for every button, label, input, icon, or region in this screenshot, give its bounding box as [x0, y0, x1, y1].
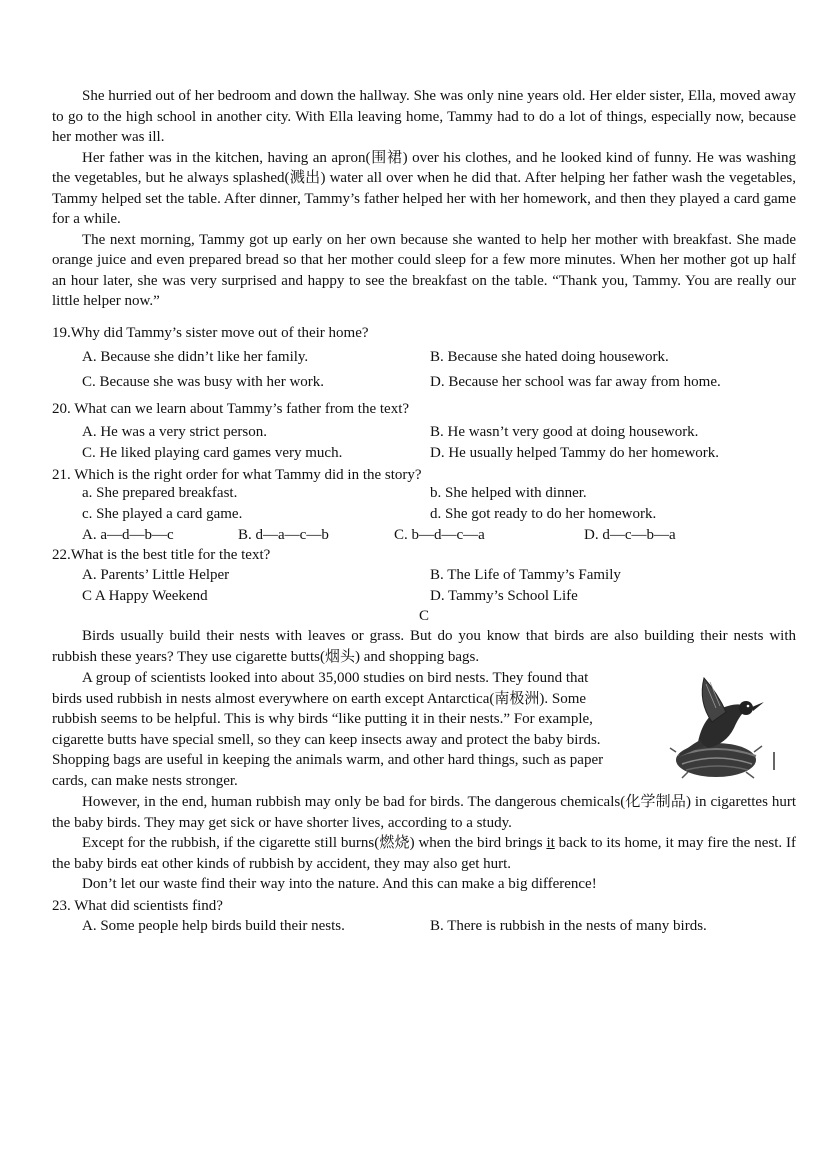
question-20 [52, 399, 796, 462]
question-21 [52, 465, 796, 544]
passage-c-paragraph-2 [52, 668, 658, 791]
passage-c-paragraph-3: However, in the end, human rubbish may only be bad for birds. The dangerous chemicals(化学制品) in cigarettes hurt the baby birds. They may get sick or have shorter lives, according to a study. [52, 794, 796, 831]
paragraph-2-line-2: birds used rubbish in nests almost everywhere on earth except Antarctica(南极洲). Some [52, 690, 587, 707]
passage-b-paragraph-2: Her father was in the kitchen, having an apron(围裙) over his clothes, and he looked kind of funny. He was washing the vegetables, but he always splashed(溅出) water all over when he did that. After helping her father wash the vegetables, Tammy helped set the table. After dinner, Tammy’s father helped her with her homework, and then they played a card game for a while. [52, 149, 796, 227]
passage-b [52, 86, 796, 312]
option-20-c: C. He liked playing card games very much. [82, 445, 343, 461]
paragraph-2-line-1: A group of scientists looked into about 35,000 studies on bird nests. They found that [82, 670, 589, 686]
option-22-a: A. Parents’ Little Helper [82, 567, 230, 583]
question-21-options [52, 527, 796, 544]
passage-c-paragraph-1: Birds usually build their nests with leaves or grass. But do you know that birds are also building their nests with rubbish these years? They use cigarette butts(烟头) and shopping bags. [52, 628, 796, 665]
passage-c-remaining [52, 792, 796, 895]
question-19 [52, 323, 796, 391]
option-19-d: D. Because her school was far away from home. [430, 374, 721, 390]
item-21-d: d. She got ready to do her homework. [430, 506, 657, 522]
option-22-c: C A Happy Weekend [82, 588, 208, 604]
question-23-stem: 23. What did scientists find? [52, 898, 223, 914]
option-20-b: B. He wasn’t very good at doing housework. [430, 424, 699, 440]
passage-c-paragraph-4 [52, 833, 796, 874]
question-22-options [52, 567, 796, 605]
option-20-d: D. He usually helped Tammy do her homework. [430, 445, 720, 461]
option-20-a: A. He was a very strict person. [82, 424, 267, 440]
option-21-c: C. b—d—c—a [394, 527, 485, 543]
option-23-a: A. Some people help birds build their nests. [82, 918, 345, 934]
option-19-b: B. Because she hated doing housework. [430, 349, 669, 365]
question-21-items [52, 485, 796, 523]
option-21-a: A. a—d—b—c [82, 527, 174, 543]
item-21-b: b. She helped with dinner. [430, 485, 587, 501]
passage-c [52, 606, 796, 667]
question-22-stem: 22.What is the best title for the text? [52, 547, 271, 563]
bird-nest-illustration [668, 672, 778, 784]
question-22 [52, 545, 796, 605]
option-21-b: B. d—a—c—b [238, 527, 329, 543]
option-22-d: D. Tammy’s School Life [430, 588, 578, 604]
paragraph-4-text-end: back to its home, it may fire the nest. If the baby birds eat other kinds of rubbish by accident, they may also get hurt. [52, 835, 796, 872]
paragraph-2-line-5: Shopping bags are useful in keeping the animals warm, and other hard things, such as paper [52, 752, 604, 768]
question-20-stem: 20. What can we learn about Tammy’s father from the text? [52, 401, 410, 417]
option-19-c: C. Because she was busy with her work. [82, 374, 325, 390]
passage-b-paragraph-1: She hurried out of her bedroom and down the hallway. She was only nine years old. Her elder sister, Ella, moved away to go to the high school in another city. With Ella leaving home, Tammy had to do a lot of things, especially now, because her mother was ill. [52, 88, 796, 145]
question-23-options [52, 918, 796, 935]
option-21-d: D. d—c—b—a [584, 527, 676, 543]
option-22-b: B. The Life of Tammy’s Family [430, 567, 621, 583]
paragraph-2-line-4: cigarette butts have special smell, so they can keep insects away and protect the baby birds. [52, 731, 601, 748]
question-21-stem: 21. Which is the right order for what Tammy did in the story? [52, 467, 422, 483]
question-20-options [52, 424, 796, 462]
question-23 [52, 896, 796, 935]
passage-b-paragraph-3: The next morning, Tammy got up early on her own because she wanted to help her mother with breakfast. She made orange juice and even prepared bread so that her mother could sleep for a few more minutes. When her mother got up half an hour later, she was very surprised and happy to see the breakfast on the table. “Thank you, Tammy. You are really our little helper now.” [52, 231, 796, 309]
option-19-a: A. Because she didn’t like her family. [82, 349, 309, 365]
paragraph-2-line-3: rubbish seems to be helpful. This is why birds “like putting it in their nests.” For example, [52, 711, 593, 727]
underlined-word-it: it [546, 835, 555, 851]
question-19-stem: 19.Why did Tammy’s sister move out of their home? [52, 325, 369, 341]
option-23-b: B. There is rubbish in the nests of many birds. [430, 918, 707, 934]
passage-c-paragraph-5: Don’t let our waste find their way into the nature. And this can make a big difference! [82, 876, 597, 892]
question-19-options [52, 349, 796, 391]
passage-c-heading: C [418, 608, 429, 624]
item-21-c: c. She played a card game. [82, 506, 243, 522]
paragraph-2-line-6: cards, can make nests stronger. [52, 772, 238, 789]
item-21-a: a. She prepared breakfast. [82, 485, 238, 501]
paragraph-4-text-start: Except for the rubbish, if the cigarette still burns(燃烧) when the bird brings [82, 835, 547, 851]
